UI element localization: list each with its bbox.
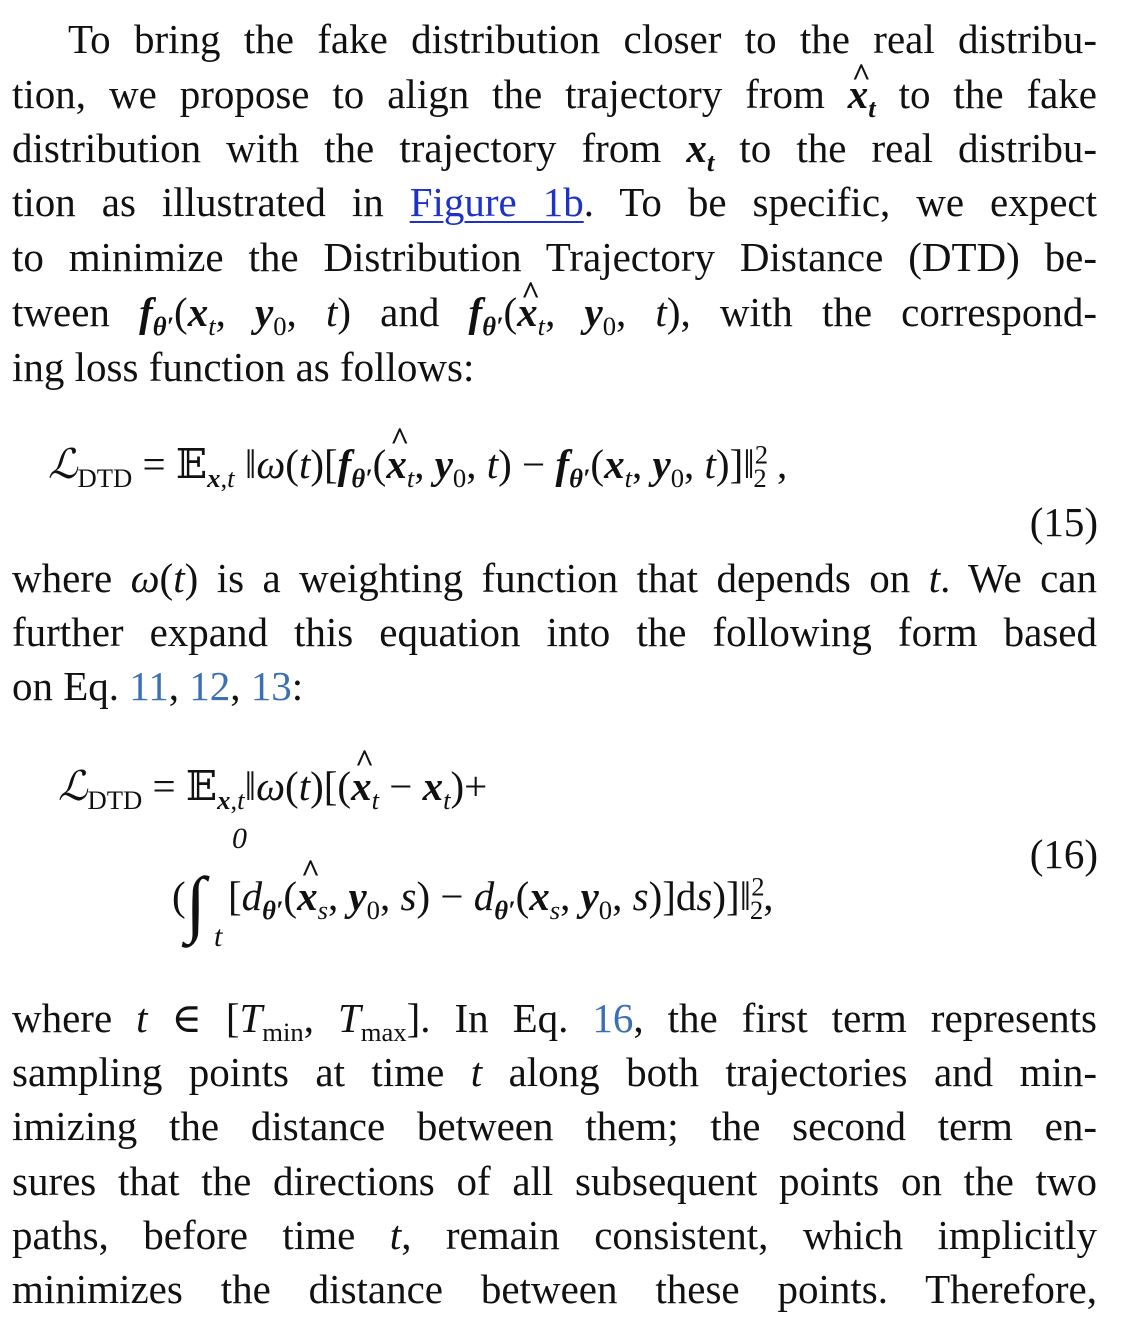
para1-line6: tween $f_{\theta'}(x_t$, $y_0$, t) and $f_{\theta'}(x$ $\^{}_t$, $y_0$, t), with the correspond-: [12, 285, 1097, 340]
para3-line5: paths, before time t, remain consistent, which implicitly: [12, 1212, 1097, 1258]
eq-11-ref[interactable]: 11: [129, 663, 169, 709]
para1-line3: distribution with the trajectory from $x_t$ to the real distribu-: [12, 125, 1097, 178]
para3-line6: minimizes the distance between these points. Therefore,: [12, 1266, 1097, 1312]
para2-line2: further expand this equation into the following form based: [12, 609, 1097, 655]
integral-lower-limit: t: [214, 920, 223, 953]
eq-13-ref[interactable]: 13: [250, 663, 292, 709]
para2-line3: on Eq. 11, 12, 13:: [12, 663, 304, 709]
eq-12-ref[interactable]: 12: [189, 663, 231, 709]
para3-line2: sampling points at time t along both trajectories and min-: [12, 1049, 1097, 1095]
para3-line4: sures that the directions of all subsequent points on the two: [12, 1158, 1097, 1204]
equation-16-line1: ℒ$_{DTD}$ = 𝔼$_{x,t}$‖ω(t)[(x $\^{}_t - x_t)+$: [58, 762, 487, 810]
para1-line2: tion, we propose to align the trajectory from x $\^{}_t$ to the fake: [12, 67, 1097, 122]
eq-16-ref[interactable]: 16: [592, 995, 634, 1041]
para3-line1: where t ∈ [$T_{min}$, $T_{max}$]. In Eq. 16, the first term represents: [12, 995, 1097, 1048]
equation-16-number: (16): [1029, 831, 1098, 877]
equation-16-line2: (∫ [$d_{\theta'}(x$ $\^{}_s$, $y_0$, $s) - d_{\theta'}(x_s$, $y_0$, s)]ds)]‖$^2_2$,: [172, 862, 773, 947]
para1-line7: ing loss function as follows:: [12, 344, 475, 390]
equation-15: ℒ$_{DTD}$ = 𝔼$_{x,t}$ $‖\omega(t)[f_{\theta'}(x$ $\^{}_t$, $y_0$, $t) - f_{\theta'}(x_t$, $y_0$, t)]‖$^2_2$ ,: [48, 440, 787, 488]
para3-line3: imizing the distance between them; the second term en-: [12, 1103, 1097, 1149]
equation-15-number: (15): [1029, 499, 1098, 545]
figure-1b-link[interactable]: Figure 1b: [409, 179, 584, 225]
integral-upper-limit: 0: [232, 822, 247, 855]
para1-line4: tion as illustrated in Figure 1b. To be specific, we expect: [12, 179, 1097, 225]
para1-line1: To bring the fake distribution closer to the real distribu-: [68, 16, 1097, 62]
para1-line5: to minimize the Distribution Trajectory Distance (DTD) be-: [12, 234, 1097, 280]
para2-line1: where ω(t) is a weighting function that depends on t. We can: [12, 555, 1097, 601]
